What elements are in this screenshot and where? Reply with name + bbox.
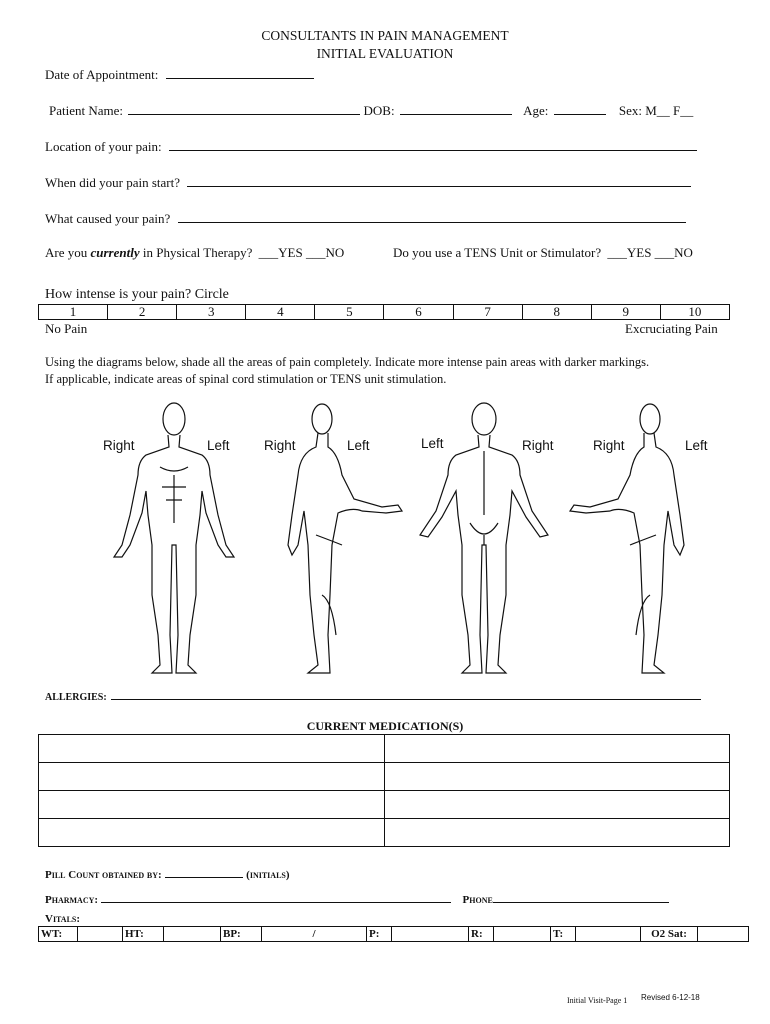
cause-row [45,210,686,227]
pill-count-label: Pill Count obtained by: [45,869,162,881]
appointment-field[interactable] [166,66,314,79]
side-right-left-label: Left [347,438,370,453]
medication-cell[interactable] [384,735,730,763]
side-right-right-label: Right [264,438,296,453]
vitals-t-label: T: [551,927,576,942]
back-right-label: Right [522,438,554,453]
tens-question-text: Do you use a TENS Unit or Stimulator? [393,245,602,260]
vitals-wt-label: WT: [39,927,78,942]
pill-count-suffix: (initials) [246,869,290,881]
location-field[interactable] [169,138,697,151]
start-label: When did your pain start? [45,175,181,190]
form-subtitle: INITIAL EVALUATION [316,46,454,61]
pt-question [45,245,344,261]
vitals-bp-field[interactable]: / [262,927,367,942]
allergies-field[interactable] [111,690,701,700]
patient-name-field[interactable] [128,102,360,115]
medication-cell[interactable] [384,763,730,791]
appointment-label: Date of Appointment: [45,67,159,82]
pain-scale-9[interactable]: 9 [591,305,660,320]
start-row [45,174,691,191]
medications-title: CURRENT MEDICATION(S) [306,719,464,733]
medications-table [38,734,730,847]
medication-cell[interactable] [39,763,385,791]
medication-cell[interactable] [39,735,385,763]
location-row [45,138,697,155]
body-diagrams[interactable] [90,395,730,685]
sex-field[interactable]: Sex: M__ F__ [618,103,694,118]
medication-cell[interactable] [384,819,730,847]
vitals-p-field[interactable] [392,927,469,942]
pharmacy-label: Pharmacy: [45,894,99,906]
pt-question-emphasis: currently [90,245,140,260]
footer-page: Initial Visit-Page 1 [567,996,628,1005]
pain-scale-label: How intense is your pain? Circle [45,287,229,302]
location-label: Location of your pain: [45,139,162,154]
pain-scale-high: Excruciating Pain [625,321,718,336]
pain-scale [38,304,730,320]
allergies-label: ALLERGIES: [45,692,107,703]
body-side-right-figure[interactable] [288,404,402,673]
pain-scale-10[interactable]: 10 [660,305,729,320]
vitals-o2-field[interactable] [698,927,749,942]
front-left-label: Left [207,438,230,453]
vitals-title: Vitals: [45,913,81,925]
instructions-line1: Using the diagrams below, shade all the areas of pain completely. Indicate more intense pain areas with darker markings. [45,355,650,369]
pt-question-text: Are you [45,245,91,260]
vitals-ht-label: HT: [123,927,164,942]
pain-scale-6[interactable]: 6 [384,305,453,320]
pt-options[interactable]: ___YES ___NO [258,245,345,260]
vitals-wt-field[interactable] [78,927,123,942]
pharmacy-row [45,891,669,907]
cause-label: What caused your pain? [45,211,171,226]
tens-options[interactable]: ___YES ___NO [607,245,693,260]
pain-scale-7[interactable]: 7 [453,305,522,320]
pain-scale-2[interactable]: 2 [108,305,177,320]
vitals-r-field[interactable] [494,927,551,942]
instructions-line2: If applicable, indicate areas of spinal cord stimulation or TENS unit stimulation. [45,372,447,386]
medication-cell[interactable] [39,819,385,847]
vitals-o2-label: O2 Sat: [641,927,698,942]
pt-question-text-end: in Physical Therapy? [139,245,253,260]
back-left-label: Left [421,436,444,451]
front-right-label: Right [103,438,135,453]
appointment-row [45,66,314,83]
dob-label: DOB: [363,103,395,118]
phone-field[interactable] [493,893,669,903]
pain-scale-8[interactable]: 8 [522,305,591,320]
pain-scale-4[interactable]: 4 [246,305,315,320]
age-field[interactable] [554,102,606,115]
form-title: CONSULTANTS IN PAIN MANAGEMENT [261,28,509,43]
footer-revised: Revised 6-12-18 [641,993,700,1002]
side-left-left-label: Left [685,438,708,453]
dob-field[interactable] [400,102,512,115]
medication-cell[interactable] [384,791,730,819]
start-field[interactable] [187,174,691,187]
pain-scale-3[interactable]: 3 [177,305,246,320]
tens-question [393,245,693,261]
phone-label: Phone [462,894,493,906]
patient-name-label: Patient Name: [49,103,124,118]
medication-cell[interactable] [39,791,385,819]
side-left-right-label: Right [593,438,625,453]
vitals-bp-label: BP: [221,927,262,942]
allergies-row [45,690,701,703]
pill-count-field[interactable] [165,868,243,878]
cause-field[interactable] [178,210,686,223]
pain-scale-5[interactable]: 5 [315,305,384,320]
vitals-ht-field[interactable] [164,927,221,942]
pain-scale-low: No Pain [45,321,88,336]
vitals-t-field[interactable] [576,927,641,942]
pain-scale-1[interactable]: 1 [39,305,108,320]
patient-row [49,102,693,119]
age-label: Age: [523,103,549,118]
pill-count-row [45,866,290,882]
pharmacy-field[interactable] [101,893,451,903]
vitals-table [38,926,749,942]
vitals-p-label: P: [367,927,392,942]
body-side-left-figure[interactable] [570,404,684,673]
vitals-r-label: R: [469,927,494,942]
